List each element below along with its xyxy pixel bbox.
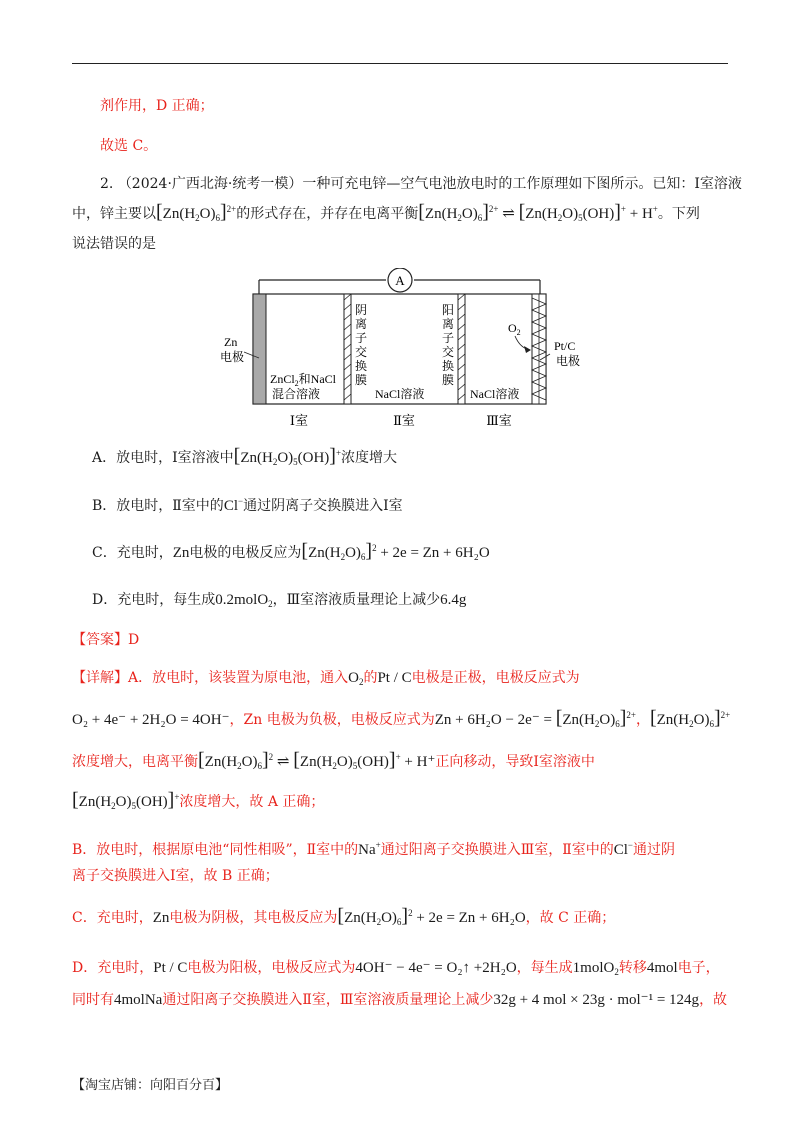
formula-zn6: $[Zn(H_2O)_6]^{2+}$ <box>156 201 237 223</box>
explain-d-line-1 <box>72 958 720 978</box>
question-number: 2. <box>100 176 114 192</box>
answer-value: D <box>128 632 140 648</box>
formula-na: Na+ <box>358 840 381 858</box>
formula-oh-eq: 4OH⁻ − 4e⁻ = O₂↑ +2H₂O <box>355 960 517 976</box>
stem-text: 。下列 <box>657 206 700 222</box>
option-a-text-2: 浓度增大 <box>341 450 398 466</box>
explain-c-line-1 <box>72 905 700 928</box>
question-stem-text-1: 一种可充电锌—空气电池放电时的工作原理如下图所示。已知：Ⅰ室溶液 <box>302 176 742 192</box>
question-source: （2024·广西北海·统考一模） <box>117 176 303 192</box>
explain-d-line-2 <box>72 990 728 1010</box>
ptc-label: Pt/C <box>554 339 576 353</box>
explain-text: 通过阳离子交换膜进入Ⅲ室，Ⅱ室中的 <box>380 842 614 858</box>
footer-store: 【淘宝店铺：向阳百分百】 <box>72 1078 229 1093</box>
formula-cl-2: Cl− <box>613 840 633 858</box>
explain-text: 正向移动，导致Ⅰ室溶液中 <box>435 754 595 770</box>
formula-o2: $O_2$ <box>348 670 364 687</box>
chamber1-solution: ZnCl$_2$和NaCl <box>270 372 337 388</box>
explain-label: 【详解】 <box>72 670 128 686</box>
zn-label-2: 电极 <box>220 350 245 364</box>
battery-diagram <box>0 268 800 438</box>
explain-text: 电极是正极，电极反应式为 <box>411 670 580 686</box>
formula-zn5: $[Zn(H_2O)_5(OH)]^+$ <box>233 445 342 467</box>
formula-mass-calc: 32g + 4 mol × 23g · mol⁻¹ = 124g <box>493 992 700 1008</box>
option-b <box>92 496 720 516</box>
chamber3-name: Ⅲ室 <box>486 413 512 428</box>
explain-text: 的 <box>363 670 378 686</box>
explain-text: C．充电时， <box>72 910 153 926</box>
formula-mol: 0.2molO$_2$ <box>215 592 273 609</box>
formula-four-mol-na: 4molNa <box>114 992 163 1008</box>
ammeter-label: A <box>395 273 405 288</box>
intro-line-1: 剂作用，D 正确； <box>100 98 214 114</box>
svg-text:离: 离 <box>354 317 368 331</box>
explain-text: 转移 <box>618 960 647 976</box>
formula-ptc: Pt / C <box>377 670 412 686</box>
svg-text:膜: 膜 <box>441 373 455 387</box>
explain-a-line-1 <box>72 668 700 688</box>
formula-zn-2: Zn <box>152 910 170 926</box>
svg-text:膜: 膜 <box>354 373 368 387</box>
option-a <box>92 445 720 468</box>
header-rule <box>72 63 728 64</box>
explain-a-line-3 <box>72 749 700 772</box>
formula-one-mol: 1molO$_2$ <box>572 960 619 977</box>
question-stem-line-1 <box>100 174 742 194</box>
explain-text: 电极为阳极，电极反应式为 <box>187 960 356 976</box>
explain-a-line-4 <box>72 789 700 812</box>
explain-text: A．放电时，该装置为原电池，通入 <box>128 670 349 686</box>
ptc-label-2: 电极 <box>556 354 581 368</box>
explain-text: ，每生成 <box>516 960 573 976</box>
chamber2-name: Ⅱ室 <box>393 413 415 428</box>
explain-text: ，故 C 正确； <box>525 910 616 926</box>
svg-text:子: 子 <box>354 331 368 345</box>
chamber2-solution: NaCl溶液 <box>375 387 425 401</box>
formula-ptc-2: Pt / C <box>153 960 188 976</box>
o2-label: $O_2$ <box>508 321 521 337</box>
stem-text: 的形式存在，并存在电离平衡 <box>236 206 419 222</box>
stem-text: 中，锌主要以 <box>72 206 156 222</box>
explain-text: 同时有 <box>72 992 114 1008</box>
option-a-text: A．放电时，Ⅰ室溶液中 <box>92 450 234 466</box>
zn-electrode <box>253 294 266 404</box>
option-d-text: D．充电时，每生成 <box>92 592 216 608</box>
formula-equilibrium: $[Zn(H_2O)_6]^{2+}$ ⇌ $[Zn(H_2O)_5(OH)]^+ + H^+$ <box>418 201 658 223</box>
explain-text: 浓度增大，电离平衡 <box>72 754 198 770</box>
formula-cl: Cl− <box>223 496 244 514</box>
chamber1-name: Ⅰ室 <box>289 413 309 428</box>
svg-text:交: 交 <box>354 345 368 359</box>
explain-text: 电极为阴极，其电极反应为 <box>169 910 338 926</box>
intro-line-2: 故选 C。 <box>100 138 158 154</box>
formula-equilibrium-2: $[Zn(H_2O)_6]^2$ ⇌ $[Zn(H_2O)_5(OH)]^+ + H^+$ <box>198 749 436 771</box>
formula-c-eq-2: $[Zn(H_2O)_6]^2 + 2e = Zn + 6H_2O$ <box>337 905 526 927</box>
formula-zn5-2: $[Zn(H_2O)_5(OH)]^+$ <box>72 789 180 811</box>
explain-text: 电子， <box>677 960 720 976</box>
zn-label: Zn <box>224 335 238 349</box>
explain-text: ，故 <box>699 992 728 1008</box>
explain-text: ，Zn 电极为负极，电极反应式为 <box>229 712 435 728</box>
svg-text:换: 换 <box>354 359 368 373</box>
svg-text:阴: 阴 <box>354 303 368 317</box>
svg-text:离: 离 <box>441 317 455 331</box>
explain-text: 通过阳离子交换膜进入Ⅱ室，Ⅲ室溶液质量理论上减少 <box>162 992 494 1008</box>
explain-b-line-1 <box>72 840 700 860</box>
formula-c-eq: $[Zn(H_2O)_6]^2 + 2e = Zn + 6H_2O$ <box>301 540 490 562</box>
explain-text: 浓度增大，故 A 正确； <box>179 794 325 810</box>
option-d-text-2: ，Ⅲ室溶液质量理论上减少 <box>272 592 441 608</box>
explain-text: ， <box>635 712 650 728</box>
formula-o2-eq: O₂ + 4e⁻ + 2H₂O = 4OH⁻ <box>72 712 230 728</box>
svg-text:子: 子 <box>441 331 455 345</box>
option-c-text: C．充电时， <box>92 545 173 561</box>
formula-zn6-2: $[Zn(H_2O)_6]^{2+}$ <box>649 707 731 729</box>
option-c <box>92 540 720 563</box>
explain-text: 通过阴 <box>633 842 675 858</box>
answer-line <box>72 630 700 650</box>
option-d <box>92 590 720 610</box>
explain-text: B．放电时，根据原电池“同性相吸”，Ⅱ室中的 <box>72 842 359 858</box>
chamber3-solution: NaCl溶液 <box>470 387 520 401</box>
option-c-text-2: 电极的电极反应为 <box>189 545 302 561</box>
formula-zn-eq: $Zn + 6H_2O - 2e^- = [Zn(H_2O)_6]^{2+}$ <box>434 707 636 729</box>
answer-label: 【答案】 <box>72 632 128 648</box>
formula-four-mol: 4mol <box>646 960 678 976</box>
svg-text:换: 换 <box>441 359 455 373</box>
question-stem-line-3: 说法错误的是 <box>72 236 156 252</box>
explain-b-line-2: 离子交换膜进入Ⅰ室，故 B 正确； <box>72 868 279 884</box>
formula-zn: Zn <box>172 545 190 561</box>
svg-text:交: 交 <box>441 345 455 359</box>
cation-membrane-label <box>442 303 454 387</box>
anion-membrane-label <box>355 303 367 387</box>
formula-mass: 6.4g <box>440 592 467 608</box>
question-stem-line-2 <box>72 201 700 224</box>
svg-text:阳: 阳 <box>441 303 455 317</box>
option-b-text-2: 通过阴离子交换膜进入Ⅰ室 <box>243 498 403 514</box>
option-b-text: B．放电时，Ⅱ室中的 <box>92 498 224 514</box>
chamber1-solution-2: 混合溶液 <box>272 387 321 401</box>
explain-a-line-2 <box>72 707 731 730</box>
explain-text: D．充电时， <box>72 960 154 976</box>
